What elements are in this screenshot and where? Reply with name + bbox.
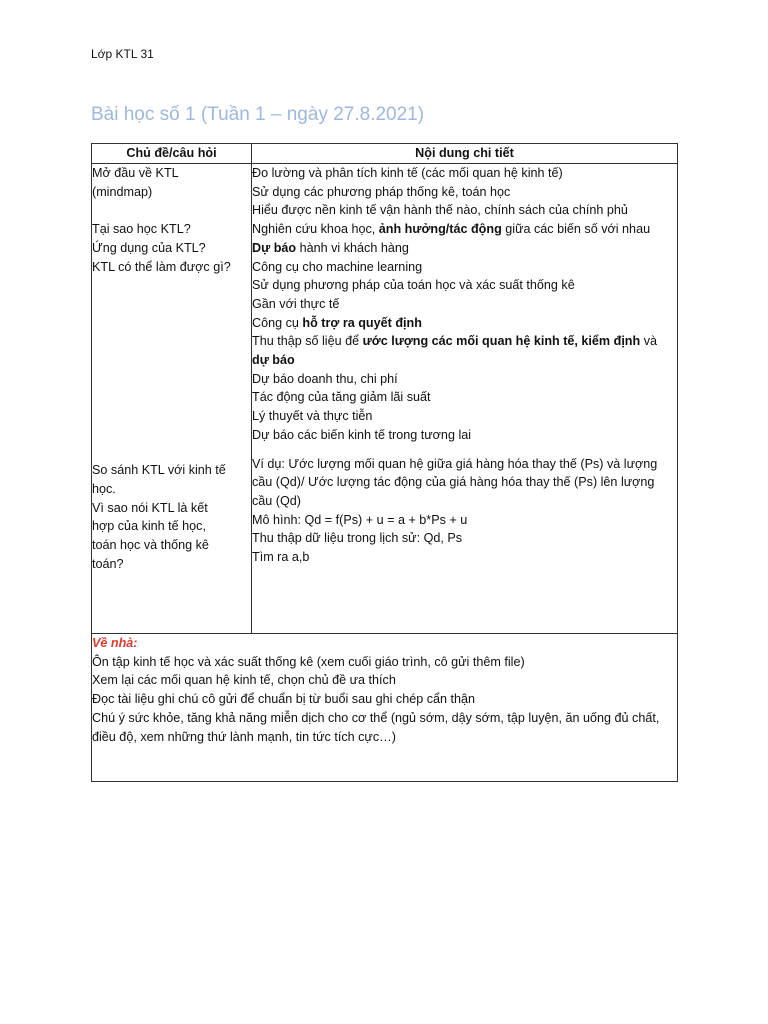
- detail-line: Sử dụng các phương pháp thống kê, toán học: [252, 184, 511, 199]
- header-topics: Chủ đề/câu hỏi: [92, 144, 252, 164]
- topic-capabilities: KTL có thể làm được gì?: [92, 259, 231, 274]
- detail-line: Nghiên cứu khoa học, ảnh hưởng/tác động giữa các biến số với nhau: [252, 222, 651, 237]
- detail-line: Tác động của tăng giảm lãi suất: [252, 390, 431, 405]
- detail-line: Đo lường và phân tích kinh tế (các mối quan hệ kinh tế): [252, 166, 563, 180]
- model-formula: Mô hình: Qd = f(Ps) + u = a + b*Ps + u: [252, 512, 468, 527]
- detail-line: Dự báo doanh thu, chi phí: [252, 371, 398, 386]
- homework-row: [92, 634, 678, 782]
- detail-line: Lý thuyết và thực tiễn: [252, 409, 373, 424]
- details-cell: [252, 164, 678, 634]
- topic-compare: So sánh KTL với kinh tế học.: [92, 463, 226, 496]
- detail-line: Công cụ hỗ trợ ra quyết định: [252, 315, 422, 330]
- detail-line: Hiểu được nền kinh tế vận hành thế nào, chính sách của chính phủ: [252, 203, 628, 218]
- detail-line: Thu thập số liệu để ước lượng các mối quan hệ kinh tế, kiểm định và dự báo: [252, 334, 658, 368]
- lesson-title: Bài học số 1 (Tuần 1 – ngày 27.8.2021): [91, 104, 425, 125]
- example-text: Ví dụ: Ước lượng mối quan hệ giữa giá hàng hóa thay thế (Ps) và lượng cầu (Qd)/ Ước lượng tác động của giá hàng hóa thay thế (Ps) lên lượng cầu (Qd): [252, 456, 658, 508]
- table-header-row: [92, 144, 678, 164]
- detail-line: Dự báo các biến kinh tế trong tương lai: [252, 427, 472, 442]
- table-row: [92, 164, 678, 634]
- detail-line: Tìm ra a,b: [252, 550, 310, 565]
- homework-item: Chú ý sức khỏe, tăng khả năng miễn dịch cho cơ thể (ngủ sớm, dậy sớm, tập luyện, ăn uống đủ chất, điều độ, xem những thứ lành mạnh, tin tức tích cực…): [92, 710, 660, 744]
- topic-applications: Ứng dụng của KTL?: [92, 240, 206, 255]
- homework-cell: [92, 634, 678, 782]
- topic-why: Tại sao học KTL?: [92, 222, 191, 237]
- class-label: Lớp KTL 31: [91, 47, 154, 61]
- homework-item: Ôn tập kinh tế học và xác suất thống kê (xem cuối giáo trình, cô gửi thêm file): [92, 654, 525, 669]
- detail-line: Sử dụng phương pháp của toán học và xác suất thống kê: [252, 278, 575, 293]
- detail-line: Dự báo hành vi khách hàng: [252, 240, 409, 255]
- homework-item: Xem lại các mối quan hệ kinh tế, chọn chủ đề ưa thích: [92, 673, 396, 688]
- detail-line: Thu thập dữ liệu trong lịch sử: Qd, Ps: [252, 531, 463, 546]
- detail-line: Công cụ cho machine learning: [252, 259, 423, 274]
- homework-title: Về nhà:: [92, 636, 138, 650]
- homework-item: Đọc tài liệu ghi chú cô gửi để chuẩn bị từ buổi sau ghi chép cẩn thận: [92, 692, 476, 707]
- topic-combination: Vì sao nói KTL là kết hợp của kinh tế học, toán học và thống kê toán?: [92, 500, 209, 571]
- topics-cell: [92, 164, 252, 634]
- detail-line: Gần với thực tế: [252, 296, 340, 311]
- topic-intro: Mở đầu về KTL (mindmap): [92, 166, 179, 199]
- header-details: Nội dung chi tiết: [252, 144, 678, 164]
- lesson-notes-table: [91, 143, 678, 782]
